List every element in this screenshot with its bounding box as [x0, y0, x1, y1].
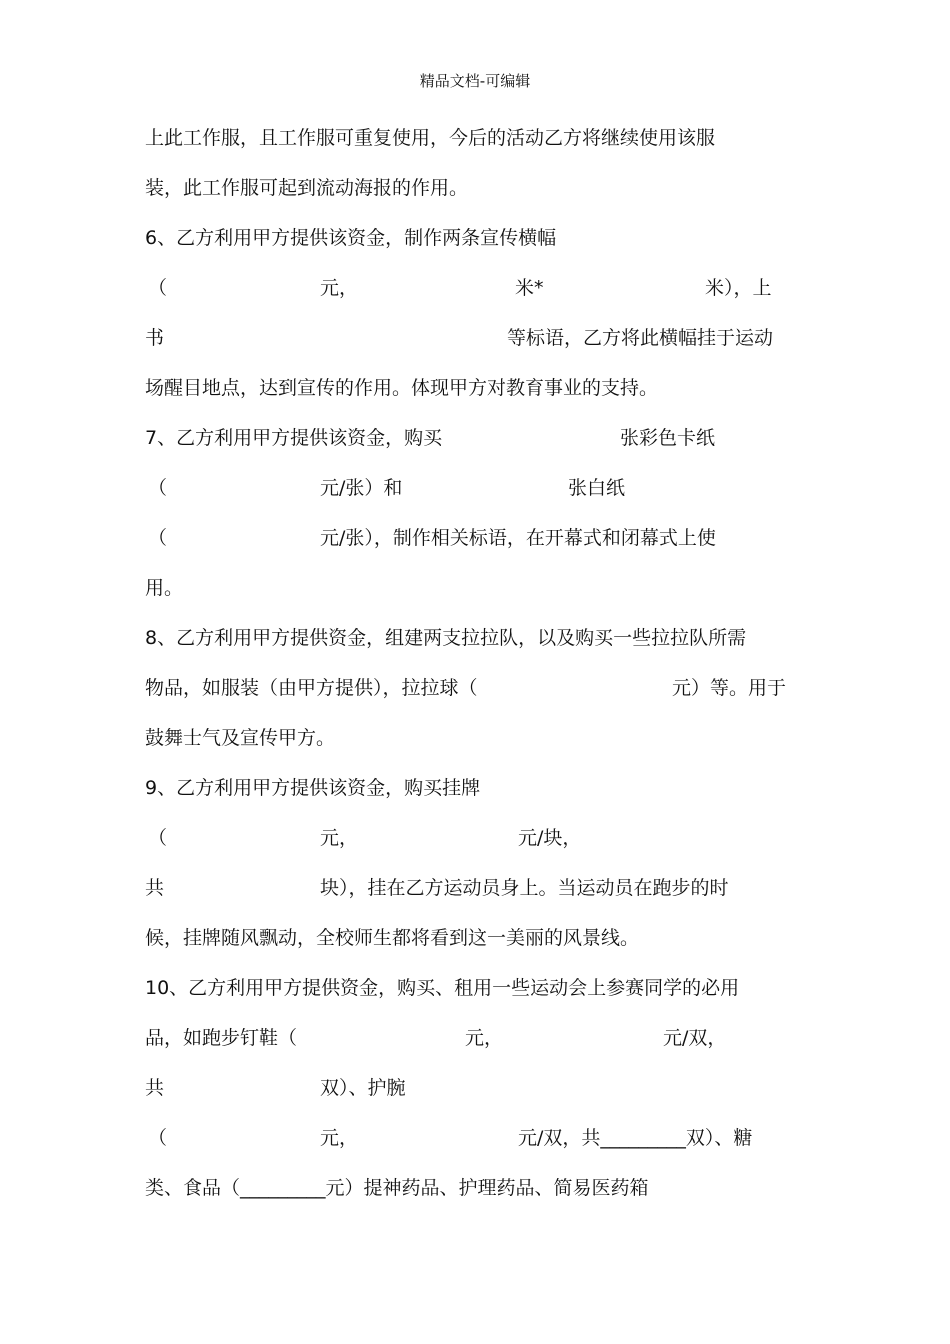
- text-line: [0, 924, 950, 952]
- text-segment: 张白纸: [568, 477, 626, 499]
- text-line: [0, 274, 950, 302]
- text-segment: 用。: [145, 577, 184, 599]
- page-header: 精品文档-可编辑: [419, 72, 531, 90]
- text-line: [0, 174, 950, 202]
- text-segment: 共: [145, 877, 165, 899]
- text-segment: 元，: [320, 827, 359, 849]
- text-line: [0, 574, 950, 602]
- text-line: [0, 624, 950, 652]
- text-line: [0, 774, 950, 802]
- text-line: [0, 674, 950, 702]
- text-segment: 8、乙方利用甲方提供资金，组建两支拉拉队，以及购买一些拉拉队所需: [145, 627, 747, 649]
- text-line: [0, 1074, 950, 1102]
- text-line: [0, 824, 950, 852]
- text-line: [0, 324, 950, 352]
- text-segment: 块），挂在乙方运动员身上。当运动员在跑步的时: [320, 877, 729, 899]
- text-segment: （: [148, 1127, 168, 1149]
- text-segment: 候，挂牌随风飘动，全校师生都将看到这一美丽的风景线。: [145, 927, 640, 949]
- text-segment: 元/双，: [663, 1027, 727, 1049]
- text-segment: 6、乙方利用甲方提供该资金，制作两条宣传横幅: [145, 227, 557, 249]
- text-line: [0, 374, 950, 402]
- text-line: [0, 1124, 950, 1152]
- text-line: [0, 1024, 950, 1052]
- text-segment: 品，如跑步钉鞋（: [145, 1027, 298, 1049]
- text-line: [0, 1174, 950, 1202]
- text-segment: 元/块，: [518, 827, 582, 849]
- text-line: [0, 124, 950, 152]
- text-segment: 10、乙方利用甲方提供资金，购买、租用一些运动会上参赛同学的必用: [145, 977, 740, 999]
- text-segment: 米*: [515, 277, 544, 299]
- text-segment: 米），上: [705, 277, 772, 299]
- text-segment: 鼓舞士气及宣传甲方。: [145, 727, 336, 749]
- text-segment: 元/双，共_________双）、糖: [518, 1127, 753, 1149]
- text-line: [0, 224, 950, 252]
- text-segment: 元，: [320, 1127, 359, 1149]
- text-segment: 元，: [465, 1027, 504, 1049]
- text-line: [0, 874, 950, 902]
- text-segment: 场醒目地点，达到宣传的作用。体现甲方对教育事业的支持。: [145, 377, 659, 399]
- text-segment: 元/张），制作相关标语，在开幕式和闭幕式上使: [320, 527, 716, 549]
- text-segment: 装，此工作服可起到流动海报的作用。: [145, 177, 469, 199]
- text-segment: 7、乙方利用甲方提供该资金，购买: [145, 427, 443, 449]
- text-line: [0, 424, 950, 452]
- text-segment: （: [148, 477, 168, 499]
- text-line: [0, 724, 950, 752]
- text-segment: 等标语，乙方将此横幅挂于运动: [507, 327, 774, 349]
- text-line: [0, 474, 950, 502]
- text-segment: 书: [145, 327, 165, 349]
- text-segment: 张彩色卡纸: [620, 427, 716, 449]
- text-line: [0, 974, 950, 1002]
- text-segment: 共: [145, 1077, 165, 1099]
- text-segment: （: [148, 277, 168, 299]
- text-segment: 双）、护腕: [320, 1077, 406, 1099]
- text-segment: 物品，如服装（由甲方提供），拉拉球（: [145, 677, 478, 699]
- text-segment: 上此工作服，且工作服可重复使用，今后的活动乙方将继续使用该服: [145, 127, 716, 149]
- text-segment: 类、食品（_________元）提神药品、护理药品、简易医药箱: [145, 1177, 649, 1199]
- text-segment: 元/张）和: [320, 477, 403, 499]
- text-segment: 9、乙方利用甲方提供该资金，购买挂牌: [145, 777, 481, 799]
- text-segment: （: [148, 827, 168, 849]
- text-segment: （: [148, 527, 168, 549]
- text-segment: 元，: [320, 277, 359, 299]
- text-line: [0, 524, 950, 552]
- text-segment: 元）等。用于: [672, 677, 787, 699]
